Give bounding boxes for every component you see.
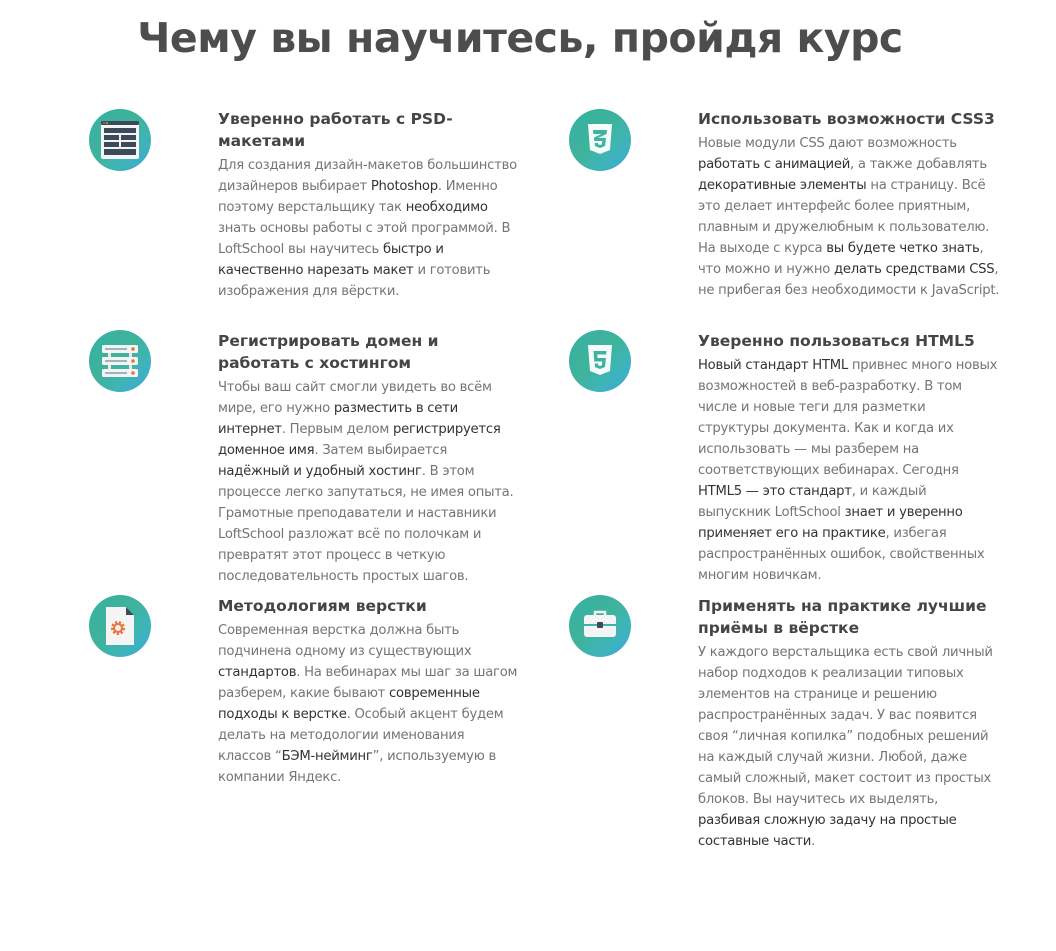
description-text: . Особый акцент будем делать на методологии именования классов “: [218, 707, 504, 764]
feature-methodology: [218, 595, 520, 788]
highlighted-text: разместить в сети интернет: [218, 401, 458, 437]
feature-html5: [698, 330, 1000, 586]
server-hosting-icon: [89, 330, 151, 392]
description-text: Чтобы ваш сайт смогли увидеть во всём мире, его нужно: [218, 380, 492, 416]
highlighted-text: Photoshop: [370, 179, 438, 194]
description-text: . Затем выбирается: [314, 443, 448, 458]
description-text: . В этом процессе легко запутаться, не имея опыта. Грамотные преподаватели и наставники LoftSchool разложат всё по полочкам и превратят этот процесс в четкую последовательность простых шагов.: [218, 464, 514, 584]
feature-description: [218, 377, 520, 587]
highlighted-text: работать с анимацией: [698, 157, 851, 172]
description-text: , избегая распространённых ошибок, свойственных многим новичкам.: [698, 526, 985, 583]
description-text: Новые модули CSS дают возможность: [698, 136, 957, 151]
description-text: , и каждый выпускник LoftSchool: [698, 484, 927, 520]
feature-heading: Уверенно пользоваться HTML5: [698, 332, 975, 350]
feature-description: [218, 155, 520, 302]
feature-heading: Использовать возможности CSS3: [698, 110, 995, 128]
feature-heading: Применять на практике лучшие приёмы в вёрстке: [698, 597, 987, 637]
html5-icon: [569, 330, 631, 392]
feature-best-practices: [698, 595, 1000, 852]
highlighted-text: стандартов: [218, 665, 297, 680]
description-text: У каждого верстальщика есть свой личный набор подходов к реализации типовых элементов на странице и решению распространённых задач. У вас появится своя “личная копилка” подобных решений на каждый случай жизни. Любой, даже самый сложный, макет состоит из простых блоков. Вы научитесь их выделять,: [698, 645, 993, 807]
feature-heading: Уверенно работать с PSD-макетами: [218, 110, 453, 150]
feature-heading: Методологиям верстки: [218, 597, 427, 615]
description-text: привнес много новых возможностей в веб-разработку. В том числе и новые теги для разметки структуры документа. Как и когда их использовать — мы разберем на соответствующих вебинарах. Сегодня: [698, 358, 998, 478]
description-text: . На вебинарах мы шаг за шагом разберем, какие бывают: [218, 665, 518, 701]
briefcase-icon: [569, 595, 631, 657]
description-text: . Именно поэтому верстальщику так: [218, 179, 498, 215]
feature-hosting: [218, 330, 520, 587]
highlighted-text: современные подходы к верстке: [218, 686, 480, 722]
description-text: .: [811, 834, 816, 849]
highlighted-text: декоративные элементы: [698, 178, 867, 193]
description-text: , а также добавлять: [850, 157, 987, 172]
highlighted-text: необходимо: [405, 200, 488, 215]
section-title: Чему вы научитесь, пройдя курс: [137, 14, 903, 62]
feature-description: [698, 133, 1000, 301]
description-text: и готовить изображения для вёрстки.: [218, 263, 491, 299]
highlighted-text: разбивая сложную задачу на простые составные части: [698, 813, 957, 849]
feature-description: [698, 642, 1000, 852]
feature-heading: Регистрировать домен и работать с хостингом: [218, 332, 439, 372]
feature-css3: [698, 108, 1000, 301]
description-text: . Первым делом: [281, 422, 394, 437]
highlighted-text: надёжный и удобный хостинг: [218, 464, 422, 479]
css3-icon: [569, 109, 631, 171]
description-text: , что можно и нужно: [698, 241, 984, 277]
psd-layout-icon: [89, 109, 151, 171]
description-text: Современная верстка должна быть подчинена одному из существующих: [218, 623, 472, 659]
settings-document-icon: [89, 595, 151, 657]
description-text: , не прибегая без необходимости к JavaScript.: [698, 262, 1000, 298]
highlighted-text: регистрируется доменное имя: [218, 422, 501, 458]
highlighted-text: Новый стандарт HTML: [698, 358, 848, 373]
feature-description: [218, 620, 520, 788]
highlighted-text: БЭМ-нейминг: [281, 749, 373, 764]
description-text: Для создания дизайн-макетов большинство дизайнеров выбирает: [218, 158, 517, 194]
description-text: на страницу. Всё это делает интерфейс более приятным, плавным и дружелюбным к пользователю. На выходе с курса: [698, 178, 990, 256]
feature-psd: [218, 108, 520, 302]
highlighted-text: вы будете четко знать: [826, 241, 980, 256]
description-text: ”, используемую в компании Яндекс.: [218, 749, 497, 785]
description-text: знать основы работы с этой программой. В LoftSchool вы научитесь: [218, 221, 511, 257]
highlighted-text: делать средствами CSS: [833, 262, 995, 277]
highlighted-text: быстро и качественно нарезать макет: [218, 242, 444, 278]
feature-description: [698, 355, 1000, 586]
highlighted-text: HTML5 — это стандарт: [698, 484, 852, 499]
highlighted-text: знает и уверенно применяет его на практике: [698, 505, 963, 541]
